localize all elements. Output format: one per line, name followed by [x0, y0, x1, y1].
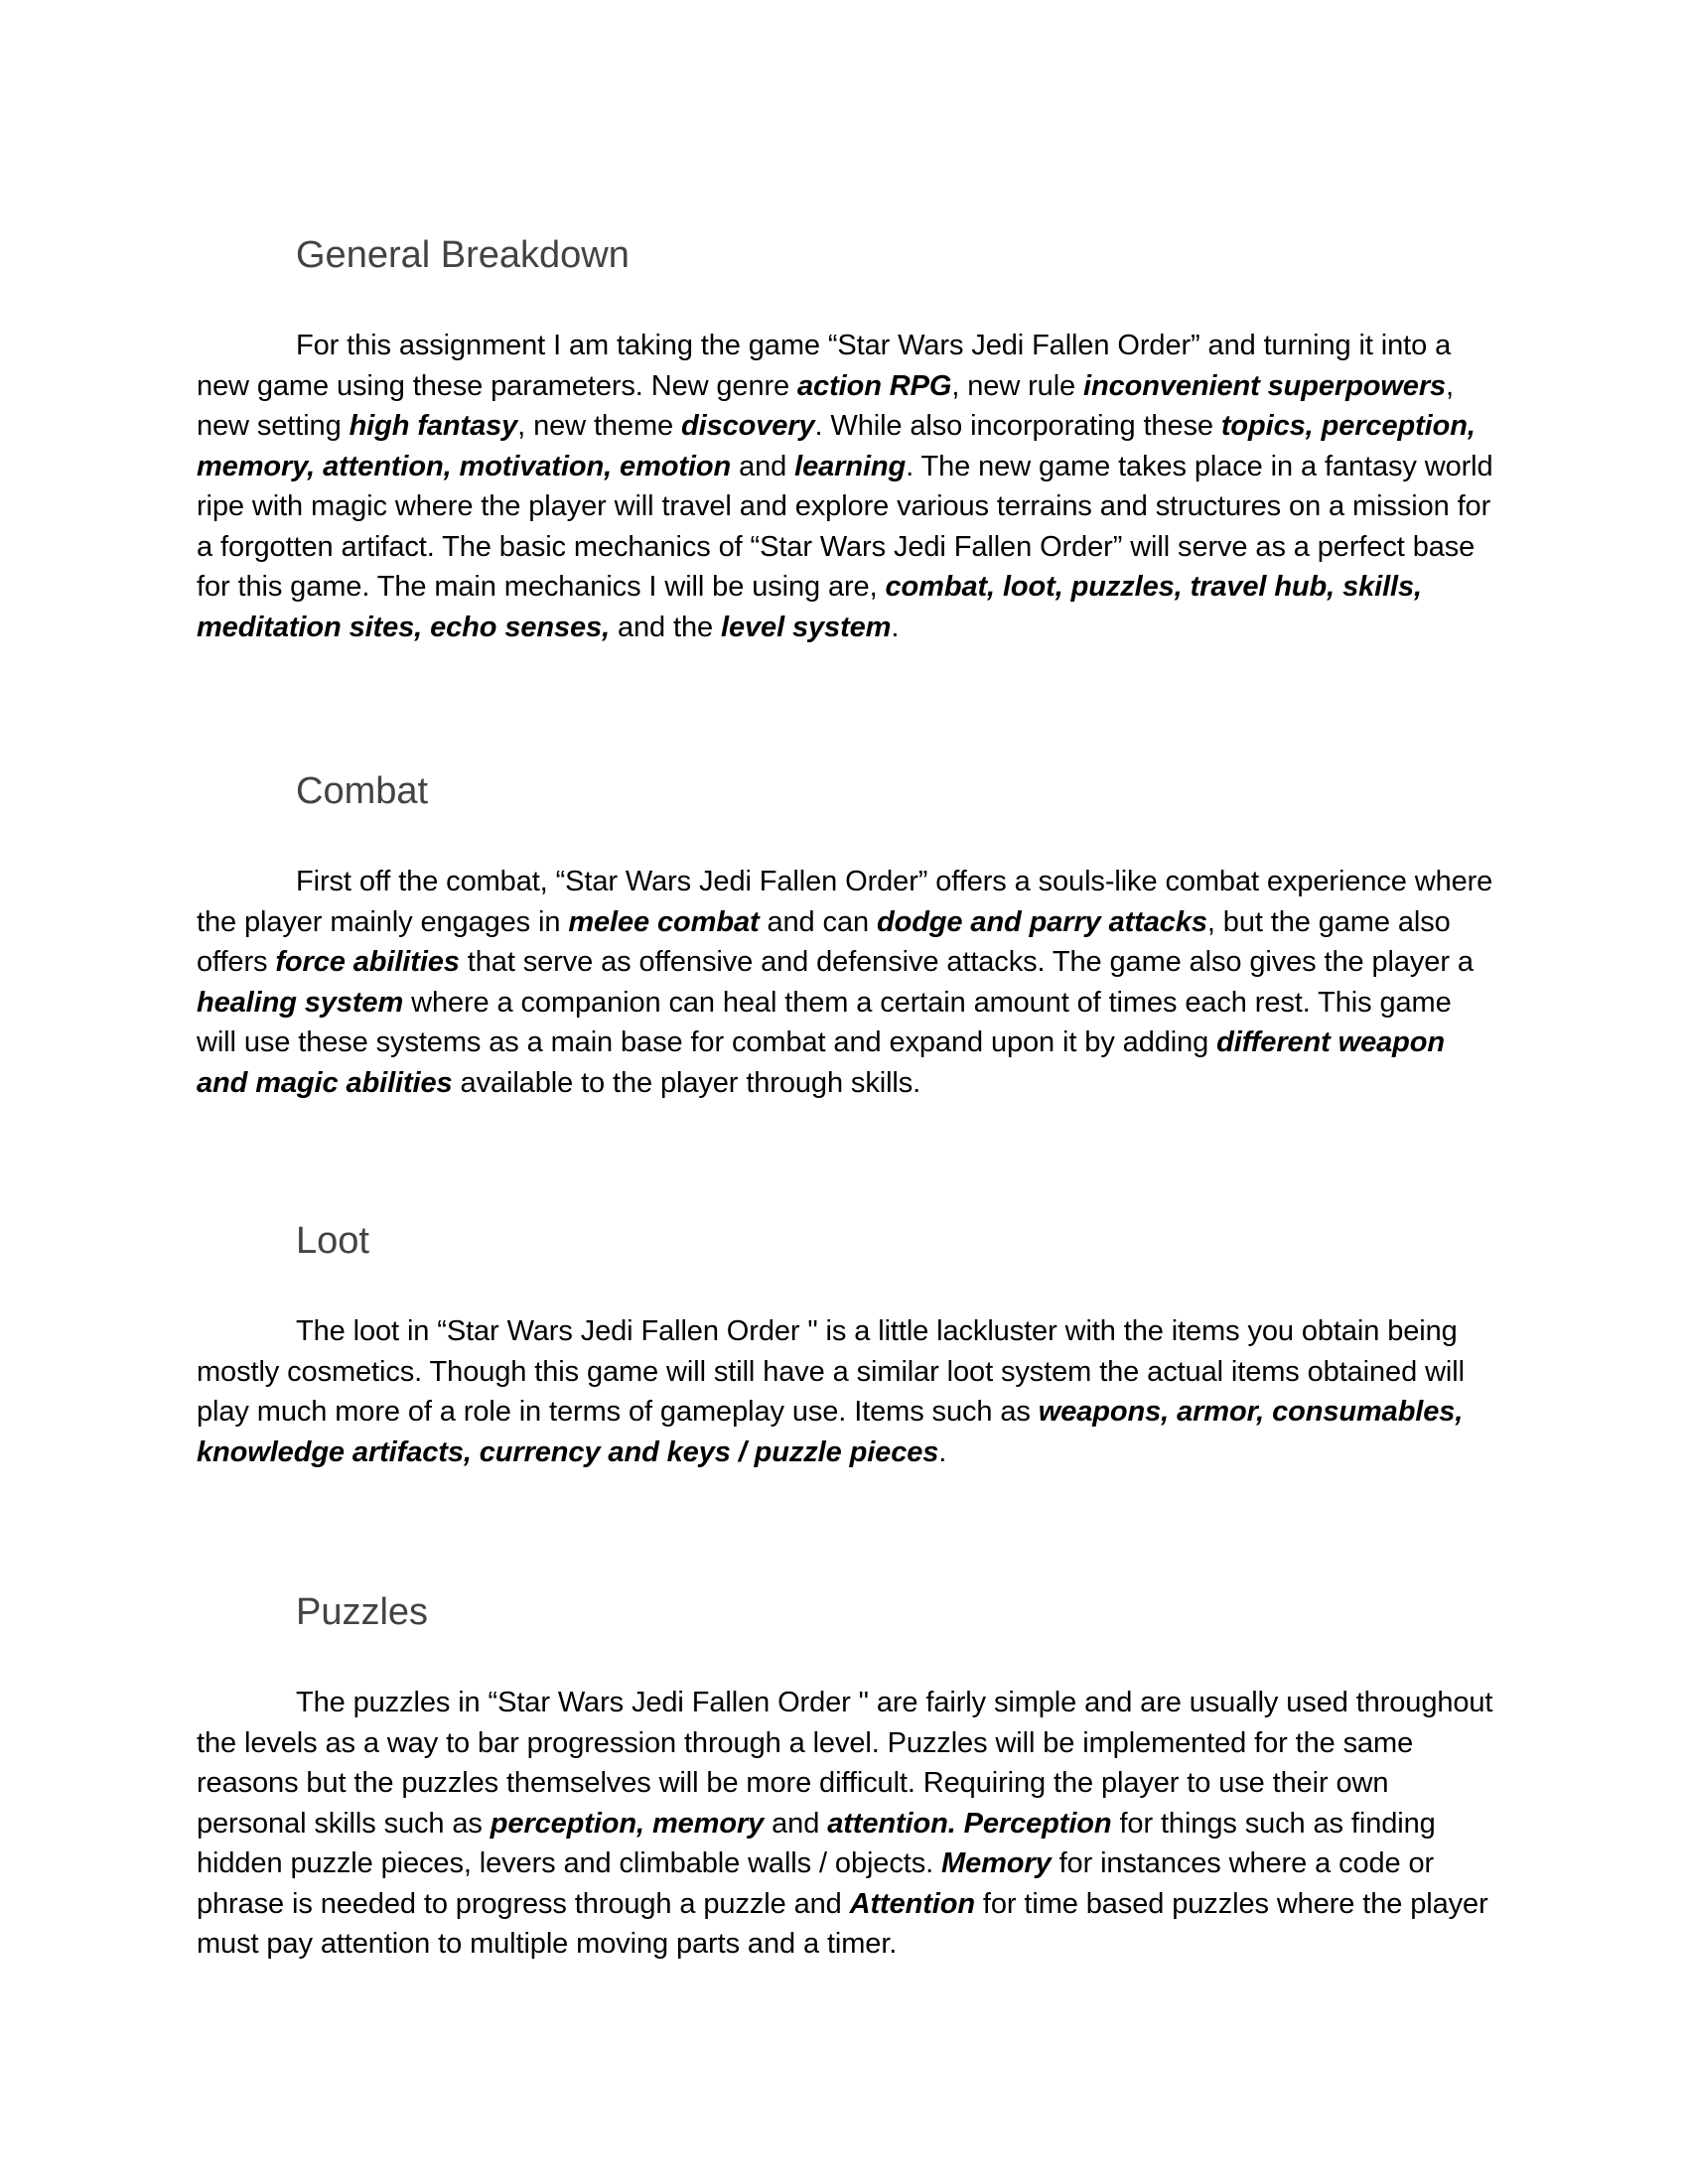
emphasis-text: Attention	[849, 1887, 975, 1920]
emphasis-text: high fantasy	[349, 410, 518, 442]
body-text: .	[891, 611, 900, 643]
emphasis-text: force abilities	[275, 946, 460, 978]
emphasis-text: inconvenient superpowers	[1083, 369, 1447, 402]
emphasis-text: perception, memory	[490, 1807, 765, 1840]
emphasis-text: weapons, armor, consumables, knowledge artifacts, currency and keys / puzzle pieces	[197, 1396, 1464, 1468]
body-text: where a companion can heal them a certain amount of times each rest. This game will use these systems as a main base for combat and expand upon it by adding	[197, 986, 1452, 1058]
section-loot	[197, 1216, 1497, 1472]
emphasis-text: topics, perception, memory, attention, motivation, emotion	[197, 410, 1476, 482]
section-paragraph	[197, 1683, 1497, 1965]
body-text: . While also incorporating these	[814, 410, 1221, 442]
body-text: First off the combat, “Star Wars Jedi Fallen Order” offers a souls-like combat experience where the player mainly engages in	[197, 866, 1493, 938]
body-text: .	[938, 1435, 947, 1468]
emphasis-text: attention. Perception	[827, 1807, 1112, 1840]
document-page	[197, 230, 1497, 1965]
body-text: and	[731, 450, 795, 482]
section-paragraph	[197, 1311, 1497, 1472]
body-text: for things such as finding hidden puzzle pieces, levers and climbable walls / objects.	[197, 1807, 1436, 1879]
section-heading: General Breakdown	[296, 234, 630, 276]
body-text: . The new game takes place in a fantasy world ripe with magic where the player will travel and explore various terrains and structures on a mission for a forgotten artifact. The basic mechanics of “Star Wars Jedi Fallen Order” will serve as a perfect base for this game. The main mechanics I will be using are,	[197, 450, 1493, 603]
section-paragraph	[197, 326, 1497, 647]
body-text: available to the player through skills.	[452, 1066, 921, 1099]
body-text: and the	[610, 611, 722, 643]
emphasis-text: action RPG	[797, 369, 952, 402]
body-text: that serve as offensive and defensive attacks. The game also gives the player a	[459, 946, 1474, 978]
emphasis-text: melee combat	[568, 905, 760, 938]
body-text: , new rule	[951, 369, 1084, 402]
emphasis-text: learning	[794, 450, 907, 482]
body-text: and can	[759, 905, 877, 938]
emphasis-text: discovery	[681, 410, 815, 442]
section-puzzles	[197, 1587, 1497, 1965]
body-text: The loot in “Star Wars Jedi Fallen Order " is a little lackluster with the items you obtain being mostly cosmetics. Though this game will still have a similar loot system the actual items obtained will play much more of a role in terms of gameplay use. Items such as	[197, 1315, 1465, 1428]
body-text: , new theme	[517, 410, 681, 442]
body-text: For this assignment I am taking the game “Star Wars Jedi Fallen Order” and turning it into a new game using these parameters. New genre	[197, 330, 1452, 402]
emphasis-text: healing system	[197, 986, 404, 1019]
body-text: for instances where a code or phrase is needed to progress through a puzzle and	[197, 1847, 1435, 1920]
emphasis-text: Memory	[941, 1847, 1052, 1879]
section-general-breakdown	[197, 230, 1497, 647]
section-combat	[197, 766, 1497, 1103]
section-paragraph	[197, 862, 1497, 1103]
section-heading: Puzzles	[296, 1591, 429, 1633]
body-text: and	[764, 1807, 828, 1840]
emphasis-text: combat, loot, puzzles, travel hub, skills, meditation sites, echo senses,	[197, 571, 1422, 643]
emphasis-text: different weapon and magic abilities	[197, 1026, 1446, 1099]
emphasis-text: level system	[721, 611, 892, 643]
body-text: , new setting	[197, 369, 1455, 442]
body-text: for time based puzzles where the player must pay attention to multiple moving parts and a timer.	[197, 1887, 1488, 1960]
emphasis-text: dodge and parry attacks	[876, 905, 1207, 938]
section-heading: Combat	[296, 770, 429, 812]
section-heading: Loot	[296, 1220, 369, 1262]
body-text: , but the game also offers	[197, 905, 1451, 978]
body-text: The puzzles in “Star Wars Jedi Fallen Order " are fairly simple and are usually used throughout the levels as a way to bar progression through a level. Puzzles will be implemented for the same reasons but the puzzles themselves will be more difficult. Requiring the player to use their own personal skills such as	[197, 1687, 1493, 1840]
